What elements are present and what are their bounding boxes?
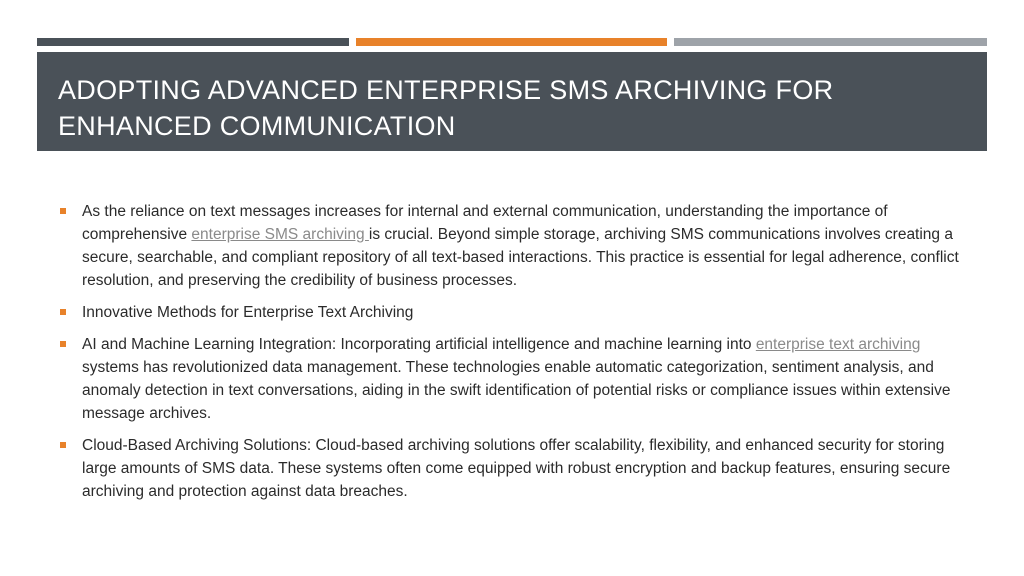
bullet-square-icon — [60, 309, 66, 315]
bullet-item — [58, 333, 970, 425]
bullet-text: Cloud-Based Archiving Solutions: Cloud-based archiving solutions offer scalability, flexibility, and enhanced security for storing large amounts of SMS data. These systems often come equipped with robust encryption and backup features, ensuring secure archiving and protection against data breaches. — [82, 437, 951, 500]
bullet-square-icon — [60, 442, 66, 448]
dark-bar — [37, 38, 349, 46]
bullet-square-icon — [60, 341, 66, 347]
bullet-item — [58, 200, 970, 292]
enterprise-sms-archiving-link[interactable]: enterprise SMS archiving — [191, 226, 369, 243]
bullet-item — [58, 301, 970, 324]
bullet-square-icon — [60, 208, 66, 214]
title-banner — [37, 52, 987, 151]
orange-bar — [356, 38, 667, 46]
bullet-text: systems has revolutionized data management. These technologies enable automatic categorization, sentiment analysis, and anomaly detection in text conversations, aiding in the swift identification of potential risks or compliance issues within extensive message archives. — [82, 359, 951, 422]
slide-title: ADOPTING ADVANCED ENTERPRISE SMS ARCHIVING FOR ENHANCED COMMUNICATION — [58, 75, 834, 141]
bullet-text: As the reliance on text messages increases for internal and external communication, understanding the importance of comprehensive — [82, 203, 888, 243]
bullet-text: is crucial. Beyond simple storage, archiving SMS communications involves creating a secure, searchable, and compliant repository of all text-based interactions. This practice is essential for legal adherence, conflict resolution, and preserving the credibility of business processes. — [82, 226, 959, 289]
enterprise-text-archiving-link[interactable]: enterprise text archiving — [755, 336, 921, 353]
bullet-text: Innovative Methods for Enterprise Text Archiving — [82, 304, 414, 321]
slide-content — [58, 200, 970, 512]
gray-bar — [674, 38, 987, 46]
bullet-item — [58, 434, 970, 503]
decorative-bars — [37, 38, 987, 46]
bullet-text: AI and Machine Learning Integration: Incorporating artificial intelligence and machine learning into — [82, 336, 756, 353]
